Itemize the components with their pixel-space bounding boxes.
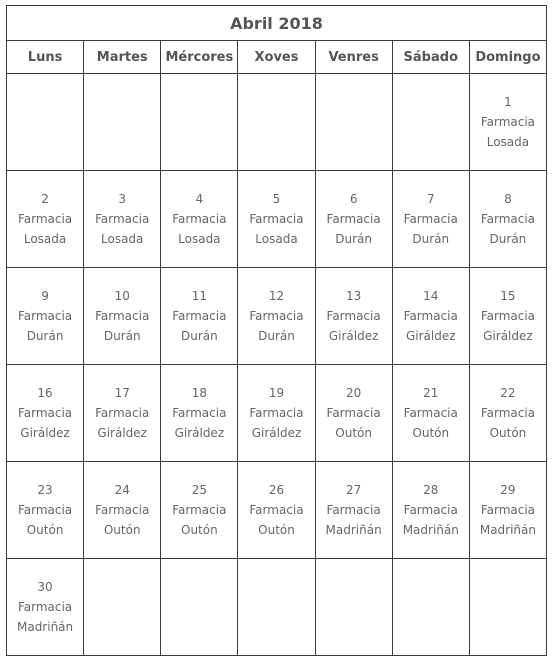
pharmacy-name: Outón bbox=[103, 523, 141, 537]
day-content bbox=[470, 480, 546, 540]
calendar-day-cell bbox=[469, 171, 546, 268]
weekday-header: Venres bbox=[315, 41, 392, 74]
day-content bbox=[161, 383, 237, 443]
calendar-day-cell bbox=[392, 171, 469, 268]
day-content bbox=[7, 383, 83, 443]
day-content bbox=[393, 189, 469, 249]
calendar-day-cell bbox=[315, 365, 392, 462]
pharmacy-name: Losada bbox=[23, 232, 67, 246]
day-number: 28 bbox=[423, 483, 439, 497]
weekday-header: Sábado bbox=[392, 41, 469, 74]
weekday-header: Luns bbox=[7, 41, 84, 74]
day-content bbox=[161, 286, 237, 346]
day-content bbox=[470, 189, 546, 249]
weekday-header: Martes bbox=[84, 41, 161, 74]
calendar-week-row bbox=[7, 171, 547, 268]
pharmacy-label: Farmacia bbox=[172, 503, 227, 517]
pharmacy-label: Farmacia bbox=[172, 212, 227, 226]
day-number: 30 bbox=[37, 580, 53, 594]
day-number: 4 bbox=[195, 192, 204, 206]
calendar-empty-cell bbox=[469, 559, 546, 656]
pharmacy-name: Madriñán bbox=[16, 620, 74, 634]
day-content bbox=[238, 189, 314, 249]
day-number: 16 bbox=[37, 386, 53, 400]
pharmacy-label: Farmacia bbox=[403, 406, 458, 420]
day-content bbox=[84, 286, 160, 346]
pharmacy-name: Durán bbox=[489, 232, 527, 246]
pharmacy-name: Madriñán bbox=[479, 523, 536, 537]
pharmacy-label: Farmacia bbox=[172, 406, 227, 420]
day-number: 7 bbox=[426, 192, 435, 206]
day-content bbox=[393, 383, 469, 443]
calendar-table bbox=[6, 5, 547, 656]
pharmacy-name: Outón bbox=[412, 426, 450, 440]
day-number: 12 bbox=[268, 289, 285, 303]
pharmacy-name: Durán bbox=[26, 329, 64, 343]
weekday-header: Xoves bbox=[238, 41, 315, 74]
calendar-day-cell bbox=[7, 365, 84, 462]
day-number: 21 bbox=[423, 386, 439, 400]
pharmacy-name: Losada bbox=[101, 232, 144, 246]
calendar-empty-cell bbox=[84, 559, 161, 656]
day-content bbox=[7, 189, 83, 249]
day-number: 14 bbox=[423, 289, 439, 303]
calendar-day-cell bbox=[238, 268, 315, 365]
pharmacy-name: Giráldez bbox=[97, 426, 147, 440]
calendar-day-cell bbox=[469, 462, 546, 559]
pharmacy-label: Farmacia bbox=[249, 503, 304, 517]
day-number: 2 bbox=[41, 192, 49, 206]
calendar-day-cell bbox=[161, 365, 238, 462]
pharmacy-label: Farmacia bbox=[403, 309, 458, 323]
day-content bbox=[161, 480, 237, 540]
pharmacy-label: Farmacia bbox=[95, 309, 150, 323]
calendar-day-cell bbox=[315, 171, 392, 268]
pharmacy-label: Farmacia bbox=[17, 503, 73, 517]
calendar-day-cell bbox=[161, 171, 238, 268]
day-number: 11 bbox=[191, 289, 207, 303]
pharmacy-name: Outón bbox=[489, 426, 527, 440]
pharmacy-name: Giráldez bbox=[251, 426, 302, 440]
calendar-day-cell bbox=[161, 268, 238, 365]
pharmacy-label: Farmacia bbox=[249, 309, 304, 323]
calendar-day-cell bbox=[7, 559, 84, 656]
calendar-day-cell bbox=[238, 171, 315, 268]
day-content bbox=[7, 480, 83, 540]
pharmacy-name: Giráldez bbox=[20, 426, 70, 440]
pharmacy-label: Farmacia bbox=[172, 309, 227, 323]
day-content bbox=[84, 383, 160, 443]
pharmacy-label: Farmacia bbox=[480, 212, 536, 226]
day-content bbox=[238, 286, 314, 346]
day-number: 5 bbox=[272, 192, 281, 206]
pharmacy-name: Durán bbox=[180, 329, 218, 343]
calendar-week-row bbox=[7, 74, 547, 171]
calendar-empty-cell bbox=[315, 74, 392, 171]
pharmacy-label: Farmacia bbox=[403, 503, 458, 517]
weekday-header: Domingo bbox=[469, 41, 546, 74]
calendar-day-cell bbox=[84, 268, 161, 365]
day-number: 22 bbox=[500, 386, 516, 400]
calendar-day-cell bbox=[469, 268, 546, 365]
day-number: 27 bbox=[345, 483, 362, 497]
calendar-week-row bbox=[7, 559, 547, 656]
calendar-day-cell bbox=[7, 268, 84, 365]
day-content bbox=[238, 480, 314, 540]
pharmacy-label: Farmacia bbox=[17, 406, 73, 420]
pharmacy-name: Durán bbox=[258, 329, 295, 343]
pharmacy-label: Farmacia bbox=[326, 309, 381, 323]
day-number: 6 bbox=[349, 192, 358, 206]
calendar-day-cell bbox=[392, 268, 469, 365]
calendar-empty-cell bbox=[238, 74, 315, 171]
pharmacy-name: Giráldez bbox=[483, 329, 533, 343]
calendar-day-cell bbox=[161, 462, 238, 559]
day-number: 3 bbox=[118, 192, 127, 206]
day-number: 29 bbox=[500, 483, 516, 497]
pharmacy-name: Outón bbox=[181, 523, 218, 537]
day-content bbox=[393, 480, 469, 540]
pharmacy-label: Farmacia bbox=[480, 309, 536, 323]
calendar-day-cell bbox=[84, 171, 161, 268]
calendar-day-cell bbox=[392, 365, 469, 462]
calendar-day-cell bbox=[469, 365, 546, 462]
pharmacy-name: Outón bbox=[335, 426, 372, 440]
day-number: 1 bbox=[504, 95, 512, 109]
day-content bbox=[161, 189, 237, 249]
day-number: 24 bbox=[114, 483, 130, 497]
pharmacy-label: Farmacia bbox=[480, 115, 536, 129]
pharmacy-name: Durán bbox=[335, 232, 372, 246]
calendar-day-cell bbox=[392, 462, 469, 559]
pharmacy-label: Farmacia bbox=[17, 600, 73, 614]
day-content bbox=[84, 189, 160, 249]
calendar-title: Abril 2018 bbox=[7, 6, 547, 41]
calendar-empty-cell bbox=[161, 74, 238, 171]
calendar-day-cell bbox=[238, 462, 315, 559]
pharmacy-name: Outón bbox=[258, 523, 295, 537]
pharmacy-label: Farmacia bbox=[249, 406, 304, 420]
calendar-day-cell bbox=[7, 171, 84, 268]
calendar-day-cell bbox=[84, 365, 161, 462]
pharmacy-label: Farmacia bbox=[95, 212, 150, 226]
pharmacy-label: Farmacia bbox=[480, 503, 536, 517]
calendar-week-row bbox=[7, 365, 547, 462]
day-content bbox=[84, 480, 160, 540]
calendar-empty-cell bbox=[238, 559, 315, 656]
pharmacy-name: Madriñán bbox=[325, 523, 382, 537]
pharmacy-label: Farmacia bbox=[403, 212, 458, 226]
pharmacy-name: Losada bbox=[486, 135, 530, 149]
day-content bbox=[393, 286, 469, 346]
day-number: 23 bbox=[37, 483, 53, 497]
day-number: 19 bbox=[268, 386, 285, 400]
pharmacy-label: Farmacia bbox=[326, 212, 381, 226]
day-number: 17 bbox=[114, 386, 130, 400]
pharmacy-label: Farmacia bbox=[480, 406, 536, 420]
day-content bbox=[316, 286, 392, 346]
day-content bbox=[238, 383, 314, 443]
calendar-day-cell bbox=[84, 462, 161, 559]
calendar-empty-cell bbox=[392, 559, 469, 656]
day-content bbox=[316, 480, 392, 540]
pharmacy-name: Losada bbox=[255, 232, 298, 246]
pharmacy-name: Madriñán bbox=[402, 523, 459, 537]
day-number: 9 bbox=[41, 289, 49, 303]
weekday-header-row bbox=[7, 41, 547, 74]
day-number: 10 bbox=[114, 289, 130, 303]
day-number: 20 bbox=[345, 386, 362, 400]
pharmacy-label: Farmacia bbox=[95, 503, 150, 517]
pharmacy-label: Farmacia bbox=[326, 503, 381, 517]
calendar-day-cell bbox=[7, 462, 84, 559]
day-content bbox=[470, 383, 546, 443]
pharmacy-label: Farmacia bbox=[17, 212, 73, 226]
calendar-week-row bbox=[7, 268, 547, 365]
day-number: 25 bbox=[191, 483, 207, 497]
calendar-empty-cell bbox=[161, 559, 238, 656]
day-content bbox=[7, 286, 83, 346]
day-content bbox=[316, 383, 392, 443]
day-number: 18 bbox=[191, 386, 207, 400]
calendar-empty-cell bbox=[392, 74, 469, 171]
day-content bbox=[470, 92, 546, 152]
calendar-day-cell bbox=[238, 365, 315, 462]
calendar-empty-cell bbox=[84, 74, 161, 171]
calendar-day-cell bbox=[315, 268, 392, 365]
day-number: 8 bbox=[504, 192, 512, 206]
pharmacy-name: Durán bbox=[412, 232, 450, 246]
day-content bbox=[470, 286, 546, 346]
pharmacy-label: Farmacia bbox=[326, 406, 381, 420]
pharmacy-name: Losada bbox=[178, 232, 221, 246]
day-content bbox=[316, 189, 392, 249]
calendar-week-row bbox=[7, 462, 547, 559]
pharmacy-name: Giráldez bbox=[405, 329, 456, 343]
day-number: 15 bbox=[500, 289, 516, 303]
calendar-day-cell bbox=[469, 74, 546, 171]
day-number: 26 bbox=[268, 483, 285, 497]
pharmacy-label: Farmacia bbox=[17, 309, 73, 323]
pharmacy-label: Farmacia bbox=[249, 212, 304, 226]
calendar-day-cell bbox=[315, 462, 392, 559]
pharmacy-label: Farmacia bbox=[95, 406, 150, 420]
day-number: 13 bbox=[345, 289, 362, 303]
pharmacy-name: Giráldez bbox=[328, 329, 379, 343]
day-content bbox=[7, 577, 83, 637]
calendar-empty-cell bbox=[7, 74, 84, 171]
pharmacy-name: Outón bbox=[26, 523, 64, 537]
pharmacy-name: Durán bbox=[103, 329, 141, 343]
calendar-empty-cell bbox=[315, 559, 392, 656]
calendar-body bbox=[7, 74, 547, 656]
weekday-header: Mércores bbox=[161, 41, 238, 74]
pharmacy-name: Giráldez bbox=[174, 426, 225, 440]
